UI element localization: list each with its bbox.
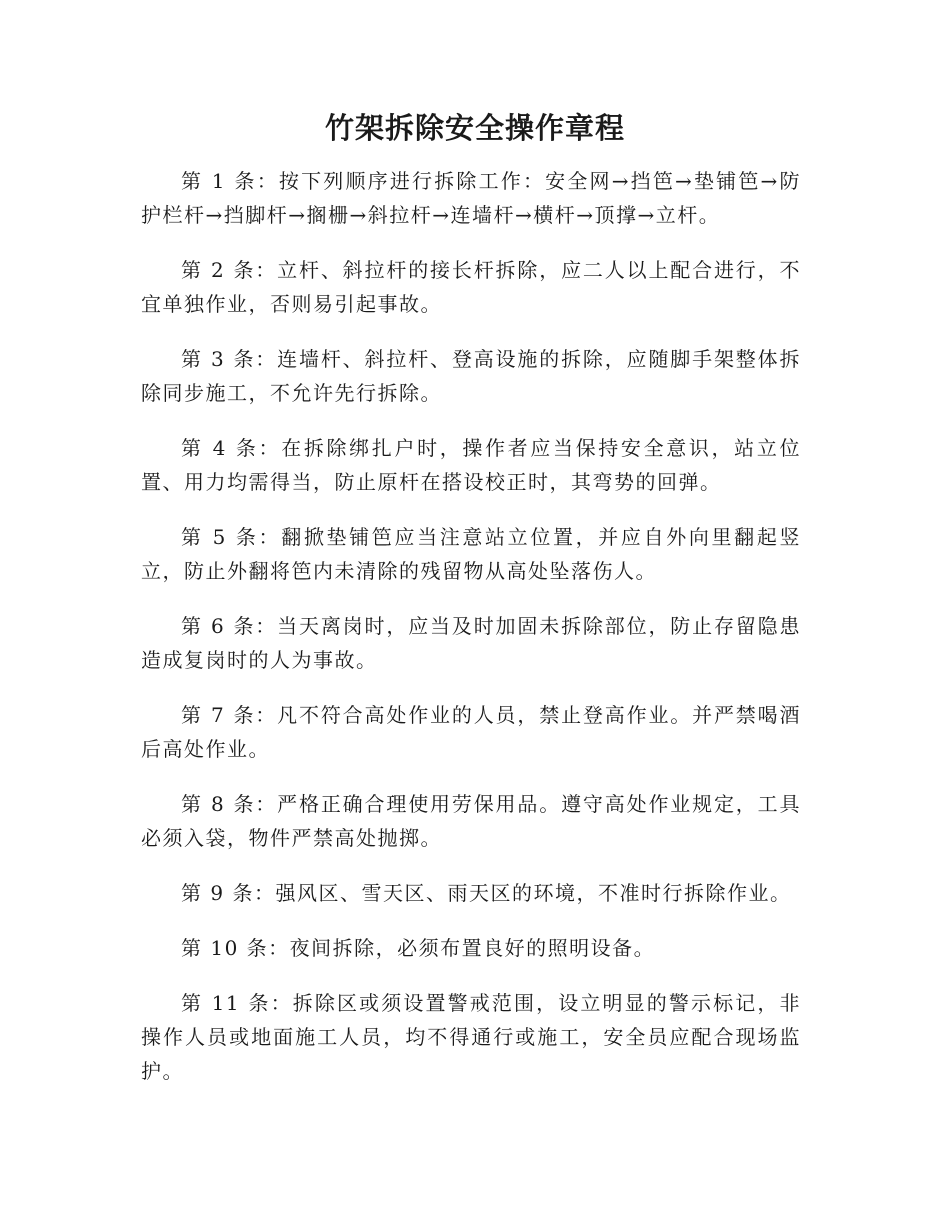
document-title: 竹架拆除安全操作章程 [324, 111, 625, 145]
article-6: 第 6 条：当天离岗时，应当及时加固未拆除部位，防止存留隐患造成复岗时的人为事故。 [141, 614, 801, 672]
article-9: 第 9 条：强风区、雪天区、雨天区的环境，不准时行拆除作业。 [181, 881, 792, 905]
article-4: 第 4 条：在拆除绑扎户时，操作者应当保持安全意识，站立位置、用力均需得当，防止原杆在搭设校正时，其弯势的回弹。 [141, 436, 801, 494]
article-11: 第 11 条：拆除区或须设置警戒范围，设立明显的警示标记，非操作人员或地面施工人员，均不得通行或施工，安全员应配合现场监护。 [141, 991, 801, 1083]
article-3: 第 3 条：连墙杆、斜拉杆、登高设施的拆除，应随脚手架整体拆除同步施工，不允许先行拆除。 [141, 347, 801, 405]
article-7: 第 7 条：凡不符合高处作业的人员，禁止登高作业。并严禁喝酒后高处作业。 [141, 703, 801, 761]
article-10: 第 10 条：夜间拆除，必须布置良好的照明设备。 [181, 936, 656, 960]
article-8: 第 8 条：严格正确合理使用劳保用品。遵守高处作业规定，工具必须入袋，物件严禁高处抛掷。 [141, 792, 801, 850]
article-2: 第 2 条：立杆、斜拉杆的接长杆拆除，应二人以上配合进行，不宜单独作业，否则易引起事故。 [141, 258, 801, 316]
article-1: 第 1 条：按下列顺序进行拆除工作：安全网→挡笆→垫铺笆→防护栏杆→挡脚杆→搁栅→斜拉杆→连墙杆→横杆→顶撑→立杆。 [141, 169, 801, 227]
document-body [141, 164, 801, 1109]
article-5: 第 5 条：翻掀垫铺笆应当注意站立位置，并应自外向里翻起竖立，防止外翻将笆内未清除的残留物从高处坠落伤人。 [141, 525, 801, 583]
